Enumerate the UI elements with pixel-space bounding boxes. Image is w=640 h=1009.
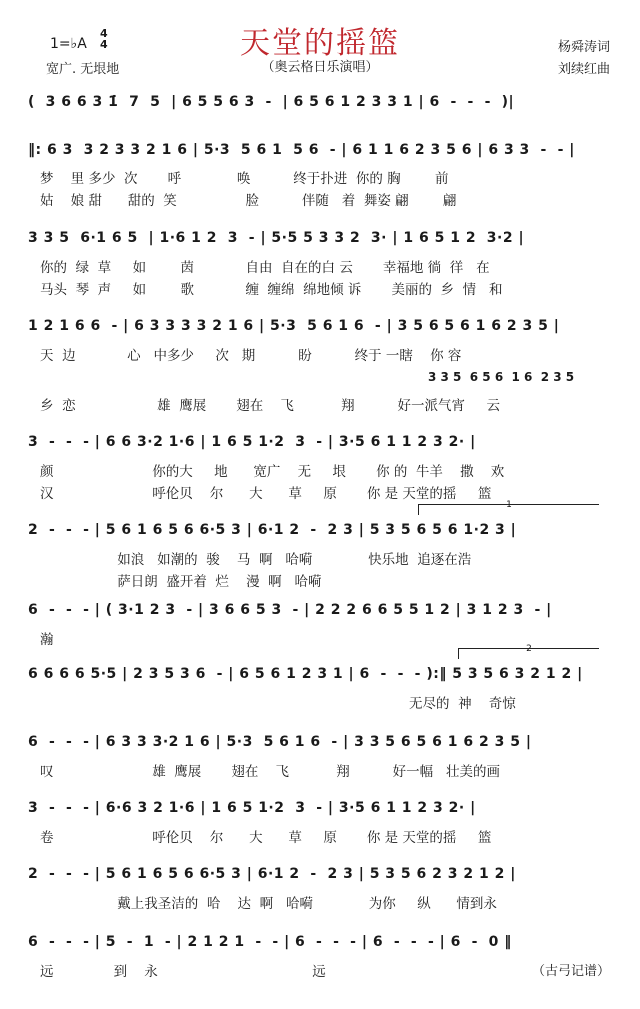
tempo-marking: 宽广. 无垠地 xyxy=(46,62,120,77)
lyric-line-4a: 天 边 心 中多少 次 期 盼 终于 一瞎 你 容 xyxy=(40,348,462,364)
lyric-line-3a: 你的 绿 草 如 茵 自由 自在的白 云 幸福地 徜 徉 在 xyxy=(40,260,490,276)
time-signature-bottom: 4 xyxy=(100,38,108,51)
lyric-line-7a: 瀚 xyxy=(40,632,54,648)
volta-2-label: 2 xyxy=(526,644,532,654)
lyric-line-6a: 如浪 如潮的 骏 马 啊 哈嗬 快乐地 追逐在浩 xyxy=(40,552,472,568)
score-line-8: 6 6 6 6 5·5 | 2 3 5 3 6 - | 6 5 6 1 2 3 1 | 6 - - - ):‖ 5 3 5 6 3 2 1 2 | xyxy=(28,666,583,682)
lyric-line-6b: 萨日朗 盛开着 烂 漫 啊 哈嗬 xyxy=(40,574,322,590)
score-line-5: 3 - - - | 6 6 3·2 1·6 | 1 6 5 1·2 3 - | 3·5 6 1 1 2 3 2· | xyxy=(28,434,476,450)
lyricist-credit: 杨舜涛词 xyxy=(557,40,610,55)
transcriber-credit: （古弓记谱） xyxy=(531,964,610,979)
song-title: 天堂的摇篮 xyxy=(240,26,400,61)
time-signature xyxy=(100,28,108,50)
score-line-3: 3 3 5 6·1 6 5 | 1·6 1 2 3 - | 5·5 5 3 3 2 3· | 1 6 5 1 2 3·2 | xyxy=(28,230,525,246)
time-signature-top: 4 xyxy=(100,27,108,40)
score-line-9: 6 - - - | 6 3 3 3·2 1 6 | 5·3 5 6 1 6 - | 3 3 5 6 5 6 1 6 2 3 5 | xyxy=(28,734,532,750)
performer-subtitle: （奥云格日乐演唱） xyxy=(261,60,379,75)
lyric-line-5a: 颜 你的大 地 宽广 无 垠 你 的 牛羊 撒 欢 xyxy=(40,464,505,480)
score-line-7: 6 - - - | ( 3·1 2 3 - | 3 6 6 5 3 - | 2 2 2 6 6 5 5 1 2 | 3 1 2 3 - | xyxy=(28,602,552,618)
score-line-1: ( 3 6 6 3 1̇ 7 5 | 6 5 5 6 3 - | 6 5 6 1 2 3 3 1 | 6 - - - )| xyxy=(28,94,515,110)
lyric-line-3b: 马头 琴 声 如 歌 缠 缠绵 绵地倾 诉 美丽的 乡 情 和 xyxy=(40,282,503,298)
volta-1-label: 1 xyxy=(506,500,512,510)
lyric-line-2b: 姑 娘 甜 甜的 笑 脸 伴随 着 舞姿 翩 翩 xyxy=(40,193,457,209)
composer-credit: 刘续红曲 xyxy=(557,62,610,77)
score-line-12: 6 - - - | 5 - 1 - | 2 1 2 1 - - | 6 - - - | 6 - - - | 6 - 0 ‖ xyxy=(28,934,512,950)
score-line-4: 1 2 1 6 6 - | 6 3 3 3 3 2 1 6 | 5·3 5 6 1 6 - | 3 5 6 5 6 1 6 2 3 5 | xyxy=(28,318,560,334)
key-signature: 1=♭A xyxy=(50,36,87,52)
lyric-line-11a: 戴上我圣洁的 哈 达 啊 哈嗬 为你 纵 情到永 xyxy=(40,896,497,912)
lyric-line-4b: 乡 恋 雄 鹰展 翅在 飞 翔 好一派气宵 云 xyxy=(40,398,500,414)
alternate-notes: 3 3 5 6 5 6 1 6 2 3 5 xyxy=(428,370,575,384)
volta-1-bracket xyxy=(418,500,599,515)
lyric-line-10a: 卷 呼伦贝 尔 大 草 原 你 是 天堂的摇 篮 xyxy=(40,830,492,846)
lyric-line-9a: 叹 雄 鹰展 翅在 飞 翔 好一幅 壮美的画 xyxy=(40,764,500,780)
volta-2-bracket xyxy=(458,644,599,659)
lyric-line-12a: 远 到 永 远 xyxy=(40,964,326,980)
score-line-11: 2 - - - | 5 6 1 6 5 6 6·5 3 | 6·1 2 - 2 3 | 5 3 5 6 2 3 2 1 2 | xyxy=(28,866,516,882)
lyric-line-5b: 汉 呼伦贝 尔 大 草 原 你 是 天堂的摇 篮 xyxy=(40,486,492,502)
score-line-10: 3 - - - | 6·6 3 2 1·6 | 1 6 5 1·2 3 - | 3·5 6 1 1 2 3 2· | xyxy=(28,800,476,816)
lyric-line-8a: 无尽的 神 奇惊 xyxy=(40,696,516,712)
lyric-line-2a: 梦 里 多少 次 呼 唤 终于扑进 你的 胸 前 xyxy=(40,171,449,187)
score-line-2: ‖: 6 3 3 2 3 3 2 1 6 | 5·3 5 6 1 5 6 - | 6 1 1 6 2 3 5 6 | 6 3 3 - - | xyxy=(28,142,575,158)
score-line-6: 2 - - - | 5 6 1 6 5 6 6·5 3 | 6·1 2 - 2 3 | 5 3 5 6 5 6 1·2 3 | xyxy=(28,522,517,538)
